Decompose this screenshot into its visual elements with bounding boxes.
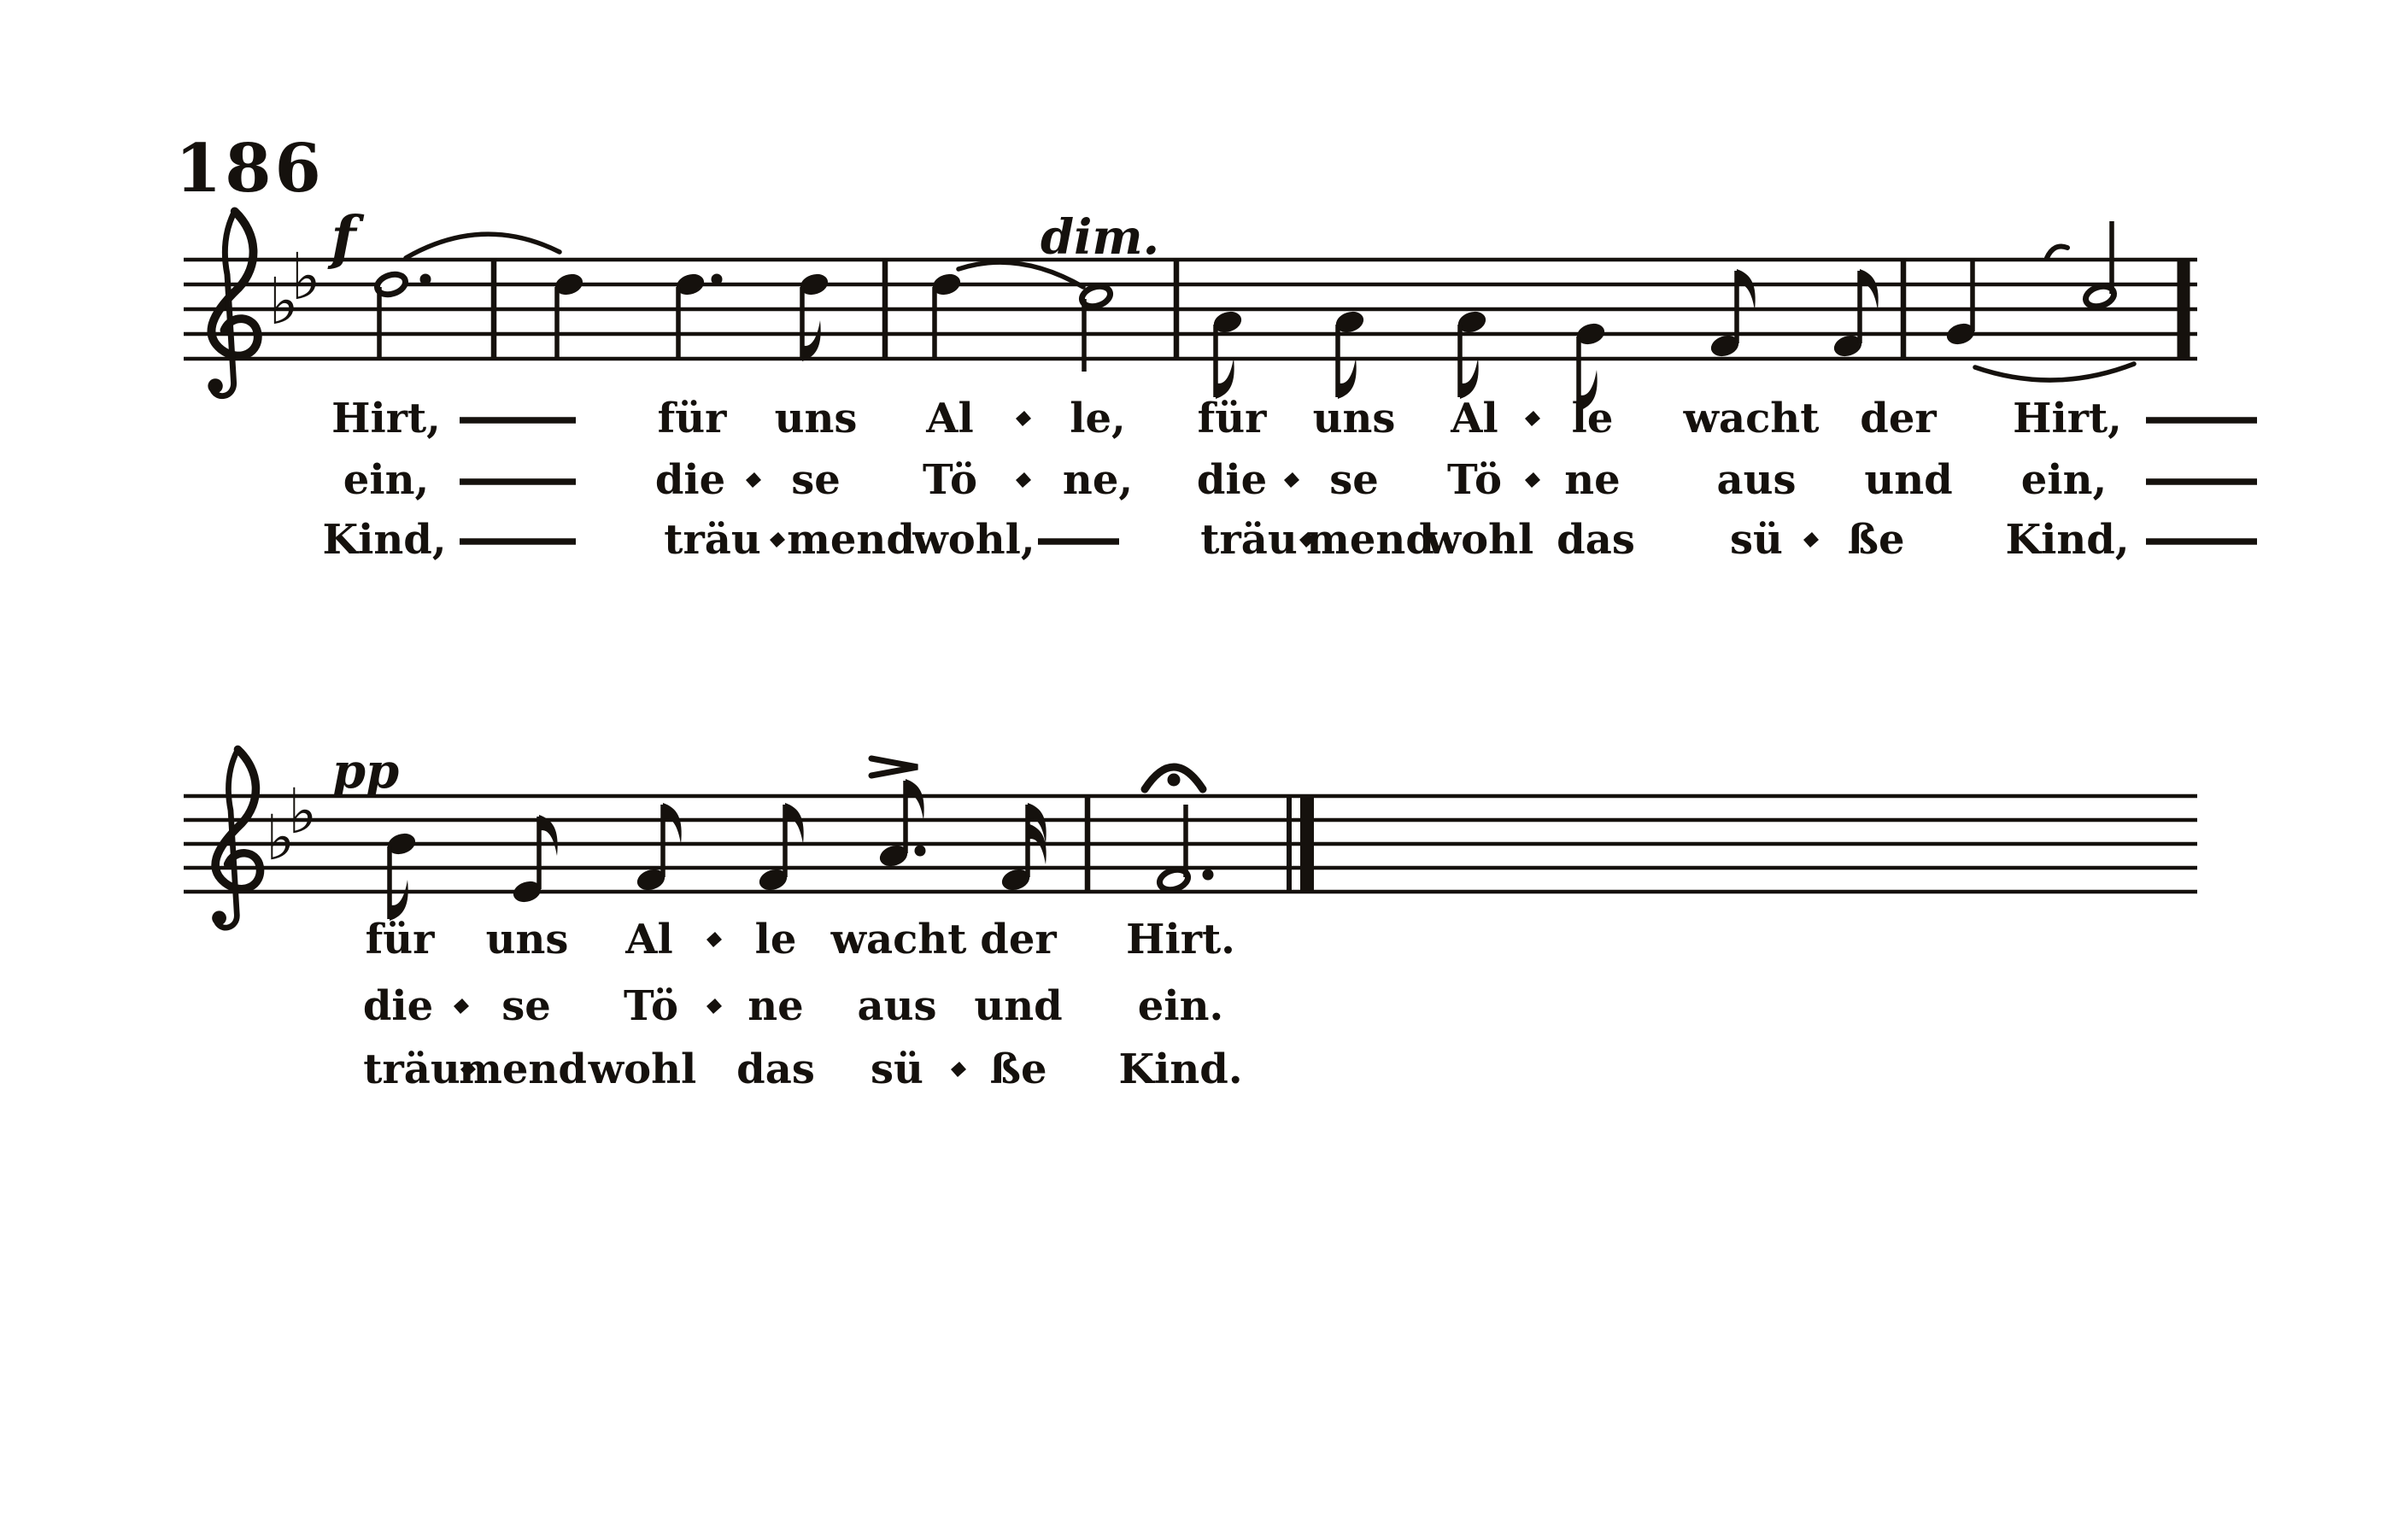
lyric-syllable: wohl: [1425, 516, 1534, 564]
lyric-line-3: [322, 516, 2257, 564]
lyric-hyphen: [1525, 411, 1540, 426]
lyric-hyphen: [454, 998, 469, 1014]
augmentation-dot: [420, 274, 431, 285]
lyric-syllable: Hirt,: [331, 395, 441, 442]
note-flag: [390, 880, 408, 921]
lyric-syllable: wohl: [588, 1045, 697, 1093]
lyric-syllable: sü: [871, 1045, 923, 1093]
barline: [1901, 258, 1907, 360]
note: [930, 271, 963, 360]
lyric-syllable: le: [1571, 395, 1614, 442]
flat-sign: ♭: [287, 776, 318, 848]
lyric-syllable: Al: [1451, 395, 1498, 442]
accent-mark: [871, 758, 918, 776]
lyric-syllable: aus: [857, 982, 937, 1030]
note: [674, 271, 723, 360]
lyric-syllable: der: [1860, 395, 1937, 442]
lyric-syllable: das: [1557, 516, 1635, 564]
treble-clef-icon: [212, 911, 226, 925]
lyric-syllable: se: [501, 982, 551, 1030]
lyric-syllable: Kind,: [322, 516, 447, 564]
barline: [882, 258, 888, 360]
lyric-syllable: Hirt.: [1126, 916, 1235, 963]
barline-double: [1287, 794, 1292, 893]
note: [877, 779, 926, 870]
note: [1000, 803, 1046, 893]
lyric-hyphen: [746, 472, 761, 488]
flat-sign: ♭: [268, 264, 299, 339]
lyric-syllable: se: [791, 456, 841, 504]
lyric-syllable: ße: [1847, 516, 1905, 564]
lyric-syllable: die: [1196, 456, 1268, 504]
lyric-syllable: Tö: [1446, 456, 1503, 504]
lyric-syllable: aus: [1716, 456, 1797, 504]
flat-sign: ♭: [290, 239, 321, 314]
lyric-line-2: [363, 982, 1223, 1030]
lyric-line-1: [331, 395, 2257, 442]
lyric-hyphen: [1016, 472, 1031, 488]
note-flag: [802, 320, 821, 361]
augmentation-dot: [1203, 870, 1214, 881]
note: [553, 271, 585, 360]
lyric-syllable: se: [1329, 456, 1379, 504]
lyric-syllable: ein,: [343, 456, 430, 504]
lyric-hyphen: [1525, 472, 1540, 488]
lyric-syllable: ein,: [2020, 456, 2108, 504]
lyric-syllable: der: [980, 916, 1057, 963]
lyric-syllable: für: [1197, 395, 1267, 442]
lyric-syllable: mend: [787, 516, 915, 564]
barline: [1174, 258, 1180, 360]
barline: [491, 258, 497, 360]
lyric-hyphen: [706, 932, 722, 947]
note-flag: [906, 779, 924, 820]
breath-mark: [2047, 247, 2067, 259]
lyric-syllable: le: [754, 916, 797, 963]
lyric-syllable: le,: [1070, 395, 1126, 442]
lyric-syllable: Kind.: [1118, 1045, 1243, 1093]
note-flag: [785, 803, 804, 844]
slur: [1975, 364, 2134, 380]
note-flag: [1737, 269, 1756, 310]
lyric-hyphen: [1284, 472, 1299, 488]
note-flag: [1338, 358, 1357, 399]
note: [1944, 259, 1977, 348]
system-1: [184, 204, 2257, 564]
lyric-hyphen: [1016, 411, 1031, 426]
lyric-hyphen: [1803, 532, 1819, 547]
lyric-syllable: für: [365, 916, 435, 963]
lyric-syllable: Hirt,: [2013, 395, 2122, 442]
lyric-syllable: uns: [774, 395, 858, 442]
lyric-syllable: und: [974, 982, 1063, 1030]
lyric-syllable: ne: [1564, 456, 1621, 504]
note: [1456, 308, 1488, 399]
lyric-syllable: uns: [485, 916, 569, 963]
note: [635, 803, 682, 893]
lyric-hyphen: [706, 998, 722, 1014]
treble-clef-icon: [208, 378, 222, 393]
lyric-syllable: träu: [1200, 516, 1298, 564]
flat-sign: ♭: [265, 802, 296, 875]
lyric-syllable: das: [736, 1045, 815, 1093]
lyric-syllable: die: [654, 456, 726, 504]
fermata-mark: [1168, 774, 1181, 787]
lyric-syllable: Tö: [922, 456, 978, 504]
dynamic-marking: pp: [331, 743, 400, 799]
lyric-syllable: sü: [1730, 516, 1783, 564]
note-flag: [663, 803, 682, 844]
barline-double: [1300, 794, 1314, 893]
dynamic-marking: f: [331, 204, 356, 272]
barline: [2178, 258, 2190, 360]
note: [2083, 221, 2116, 310]
augmentation-dot: [915, 846, 926, 857]
lyric-syllable: für: [657, 395, 727, 442]
lyric-syllable: mend: [459, 1045, 587, 1093]
lyric-syllable: Al: [926, 395, 974, 442]
lyric-syllable: die: [362, 982, 434, 1030]
lyric-line-1: [366, 916, 1235, 963]
system-2: [184, 743, 2197, 1093]
lyric-syllable: mend: [1306, 516, 1434, 564]
lyric-line-3: [363, 1045, 1242, 1093]
lyric-syllable: ne: [748, 982, 804, 1030]
lyric-syllable: Kind,: [2005, 516, 2130, 564]
note: [757, 803, 804, 893]
lyric-syllable: ein.: [1137, 982, 1224, 1030]
lyric-syllable: und: [1864, 456, 1953, 504]
lyric-syllable: wacht: [830, 916, 967, 963]
lyric-syllable: wohl,: [912, 516, 1035, 564]
lyric-syllable: Al: [625, 916, 673, 963]
page-number: 186: [175, 130, 325, 208]
lyric-line-2: [343, 456, 2257, 504]
lyric-syllable: träu: [664, 516, 761, 564]
lyric-syllable: ße: [989, 1045, 1047, 1093]
barline: [1085, 794, 1091, 893]
dynamic-marking: dim.: [1041, 209, 1160, 266]
note: [1157, 805, 1213, 893]
note: [385, 830, 418, 921]
lyric-syllable: Tö: [623, 982, 679, 1030]
lyric-hyphen: [951, 1062, 966, 1077]
note: [1334, 308, 1366, 399]
lyric-syllable: träu: [363, 1045, 460, 1093]
note-flag: [1216, 358, 1234, 399]
lyric-syllable: ne,: [1062, 456, 1134, 504]
note: [1211, 308, 1244, 399]
lyric-syllable: uns: [1312, 395, 1396, 442]
slur: [406, 234, 560, 258]
note: [798, 271, 830, 361]
augmentation-dot: [712, 274, 723, 285]
note-flag: [1860, 269, 1879, 310]
note-flag: [1460, 358, 1479, 399]
lyric-hyphen: [770, 532, 785, 547]
lyric-syllable: wacht: [1683, 395, 1820, 442]
